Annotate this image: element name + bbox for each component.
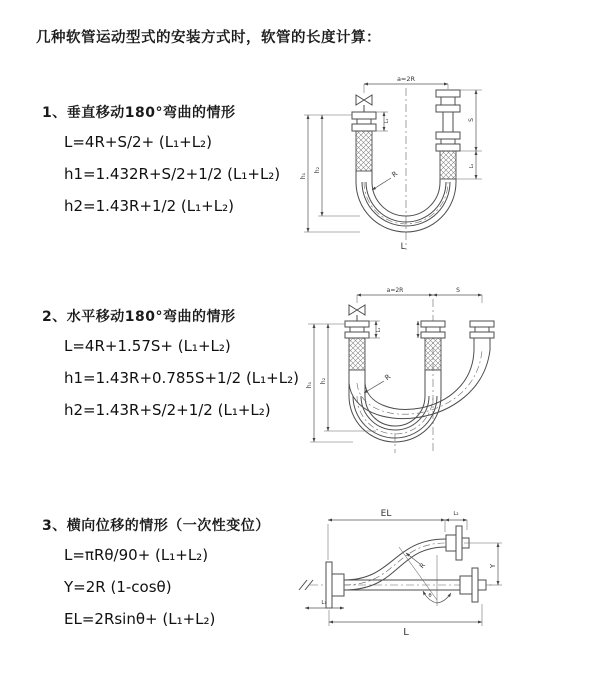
formula-h2: h2=1.43R+S/2+1/2 (L₁+L₂) xyxy=(64,401,271,419)
formula-h2: h2=1.43R+1/2 (L₁+L₂) xyxy=(64,197,234,215)
label-EL: EL xyxy=(380,509,392,519)
radius-leader xyxy=(372,170,399,190)
section-horizontal-movement xyxy=(42,306,299,433)
dim-EL xyxy=(328,509,445,560)
page-title: 几种软管运动型式的安装方式时，软管的长度计算： xyxy=(36,30,381,46)
middle-flange-connector xyxy=(421,321,445,370)
label-R: R xyxy=(390,169,400,180)
formula-EL: EL=2Rsinθ+ (L₁+L₂) xyxy=(64,610,216,628)
right-flange-connectors xyxy=(436,90,460,151)
formula-Y: Y=2R (1-cosθ) xyxy=(64,578,172,596)
diagram-vertical-180-bend xyxy=(296,70,496,262)
dim-L1 xyxy=(305,600,344,608)
dim-L xyxy=(329,604,482,638)
valve-icon xyxy=(349,305,365,321)
right-braided-hose xyxy=(440,151,456,179)
label-S: S xyxy=(468,118,475,122)
formula-h1: h1=1.432R+S/2+1/2 (L₁+L₂) xyxy=(64,165,281,183)
label-L2: L₂ xyxy=(469,163,475,169)
u-hose-position-2 xyxy=(349,350,490,419)
section-lateral-displacement xyxy=(42,515,270,642)
label-R: R xyxy=(383,372,393,383)
left-flange-connector xyxy=(345,321,369,370)
formula-L: L=4R+1.57S+ (L₁+L₂) xyxy=(64,337,231,355)
diagram-lateral-displacement xyxy=(296,500,510,652)
left-flange-connector xyxy=(352,112,376,131)
section-3-heading: 3、横向位移的情形（一次性变位） xyxy=(42,518,270,534)
dim-span-a2R xyxy=(357,287,482,303)
label-S: S xyxy=(456,287,460,294)
label-L: L xyxy=(403,627,409,638)
valve-icon xyxy=(356,95,372,112)
label-L2: L₂ xyxy=(453,511,459,517)
lower-right-flange xyxy=(460,568,486,602)
radius-leader xyxy=(364,373,392,393)
right-flange-connector xyxy=(470,321,494,350)
label-h2: h₂ xyxy=(314,166,321,174)
label-h2: h₂ xyxy=(320,377,327,385)
dim-h1 xyxy=(306,324,353,442)
label-h1: h₁ xyxy=(306,381,313,389)
label-R: R xyxy=(417,561,427,571)
label-L: L xyxy=(400,242,406,252)
label-h1: h₁ xyxy=(300,172,307,180)
section-2-heading: 2、水平移动180°弯曲的情形 xyxy=(42,309,236,325)
label-Y: Y xyxy=(489,563,497,569)
label-L1: L₁ xyxy=(384,118,390,124)
angle-construction xyxy=(399,547,451,606)
label-a2R: a=2R xyxy=(396,75,416,83)
formula-h1: h1=1.43R+0.785S+1/2 (L₁+L₂) xyxy=(64,369,299,387)
diagram-horizontal-180-bend xyxy=(298,283,510,461)
left-braided-hose xyxy=(356,131,372,171)
dim-h1 xyxy=(300,115,360,232)
formula-L: L=πRθ/90+ (L₁+L₂) xyxy=(64,546,209,564)
formula-L: L=4R+S/2+ (L₁+L₂) xyxy=(64,133,212,151)
section-1-heading: 1、垂直移动180°弯曲的情形 xyxy=(42,105,236,121)
dim-h2 xyxy=(320,324,376,431)
label-L1: L₁ xyxy=(321,600,327,606)
label-theta: θ xyxy=(428,593,432,599)
label-L1: L₁ xyxy=(376,327,382,333)
s-curve-hose-position xyxy=(344,539,446,590)
section-vertical-movement xyxy=(42,102,280,229)
left-flange xyxy=(326,562,344,608)
label-a2R: a=2R xyxy=(386,287,404,294)
